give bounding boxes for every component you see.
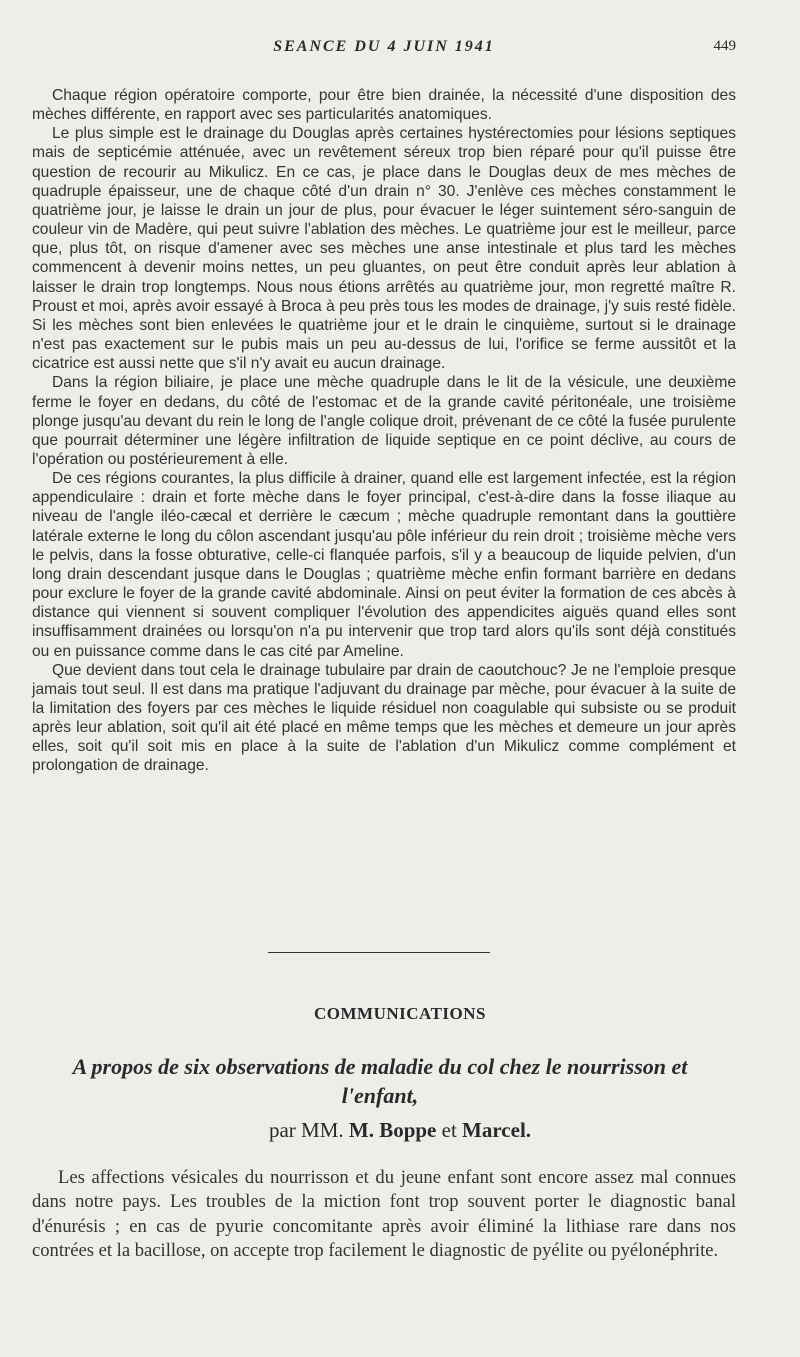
page-number: 449 [713, 38, 736, 54]
byline-conjunction: et [441, 1118, 457, 1142]
body-text [32, 86, 736, 776]
running-head [32, 38, 736, 62]
section-divider [268, 952, 490, 953]
paragraph: Le plus simple est le drainage du Douglas après certaines hystérectomies pour lésions septiques mais de septicémie atténuée, avec un revêtement séreux trop bien réparé pour qu'il puisse être question de recourir au Mikulicz. En ce cas, je place dans le Douglas deux de mes mèches de quadruple épaisseur, une de chaque côté d'un drain n° 30. J'enlève ces mèches constamment le quatrième jour, je laisse le drain un jour de plus, pour évacuer le léger suintement séro-sanguin de couleur vin de Madère, qui peut suivre l'ablation des mèches. Le quatrième jour est le meilleur, parce que, plus tôt, on risque d'amener avec ses mèches une anse intestinale et plus tard les mèches commencent à devenir moins nettes, un peu gluantes, on peut être conduit après leur ablation à laisser le drain trop longtemps. Nous nous étions arrêtés au quatrième jour, mon regretté maître R. Proust et moi, après avoir essayé à Broca à peu près tous les modes de drainage, j'y suis resté fidèle. Si les mèches sont bien enlevées le quatrième jour et le drain le cinquième, surtout si le drainage n'est pas exactement sur le pubis mais un peu au-dessus de lui, l'orifice se ferme aussitôt et la cicatrice est aussi nette que s'il n'y avait eu aucun drainage. [32, 125, 736, 373]
byline [0, 1118, 800, 1143]
paragraph: Chaque région opératoire comporte, pour être bien drainée, la nécessité d'une disposition des mèches différente, en rapport avec ses particularités anatomiques. [32, 87, 736, 124]
lead-paragraph: Les affections vésicales du nourrisson et du jeune enfant sont encore assez mal connues dans notre pays. Les troubles de la miction font trop souvent porter le diagnostic banal d'énurésis ; en cas de pyurie concomitante après avoir éliminé la lithiase rare dans nos contrées et la bacillose, on accepte trop facilement le diagnostic de pyélite ou pyélonéphrite. [32, 1167, 736, 1262]
paragraph: De ces régions courantes, la plus difficile à drainer, quand elle est largement infectée, est la région appendiculaire : drain et forte mèche dans le foyer principal, c'est-à-dire dans la fosse iliaque au niveau de l'angle iléo-cæcal et derrière le cæcum ; mèche quadruple remontant dans la gouttière latérale externe le long du côlon ascendant jusqu'au pôle inférieur du rein droit ; troisième mèche vers le pelvis, dans la fosse obturative, celle-ci flanquée parfois, s'il y a beaucoup de liquide pelvien, d'un long drain descendant jusque dans le Douglas ; quatrième mèche enfin formant barrière en dedans pour exclure le foyer de la grande cavité abdominale. Ainsi on peut éviter la formation de ces abcès à distance qui viennent si souvent compliquer l'évolution des appendicites aiguës quand elles sont insuffisamment drainées ou lorsqu'on n'a pu intervenir que trop tard alors qu'ils sont déjà constitués ou en puissance comme dans le cas cité par Ameline. [32, 470, 736, 660]
article-lead [32, 1166, 736, 1264]
paragraph: Que devient dans tout cela le drainage tubulaire par drain de caoutchouc? Je ne l'emploie presque jamais tout seul. Il est dans ma pratique l'adjuvant du drainage par mèche, pour évacuer à la suite de la limitation des foyers par ces mèches le liquide résiduel non coagulable qui subsiste ou se produit après leur ablation, soit qu'il ait été placé en même temps que les mèches et demeure un jour après elles, soit qu'il soit mis en place à la suite de l'ablation d'un Mikulicz comme complément et prolongation de drainage. [32, 661, 736, 775]
byline-author: Marcel. [462, 1118, 532, 1142]
byline-author: M. Boppe [348, 1118, 437, 1142]
article-title: A propos de six observations de maladie du col chez le nourrisson et l'enfant, [72, 1054, 688, 1108]
section-heading: COMMUNICATIONS [314, 1004, 486, 1023]
byline-prefix: par MM. [268, 1118, 344, 1142]
paragraph: Dans la région biliaire, je place une mèche quadruple dans le lit de la vésicule, une deuxième ferme le foyer en dedans, du côté de l'estomac et de la grande cavité péritonéale, une troisième plonge jusqu'au devant du rein le long de l'angle colique droit, prévenant de ce côté la fusée purulente que pourrait déterminer une légère infiltration de liquide septique en ce point déclive, au cours de l'opération ou postérieurement à elle. [32, 374, 736, 468]
running-title: SEANCE DU 4 JUIN 1941 [273, 38, 495, 55]
